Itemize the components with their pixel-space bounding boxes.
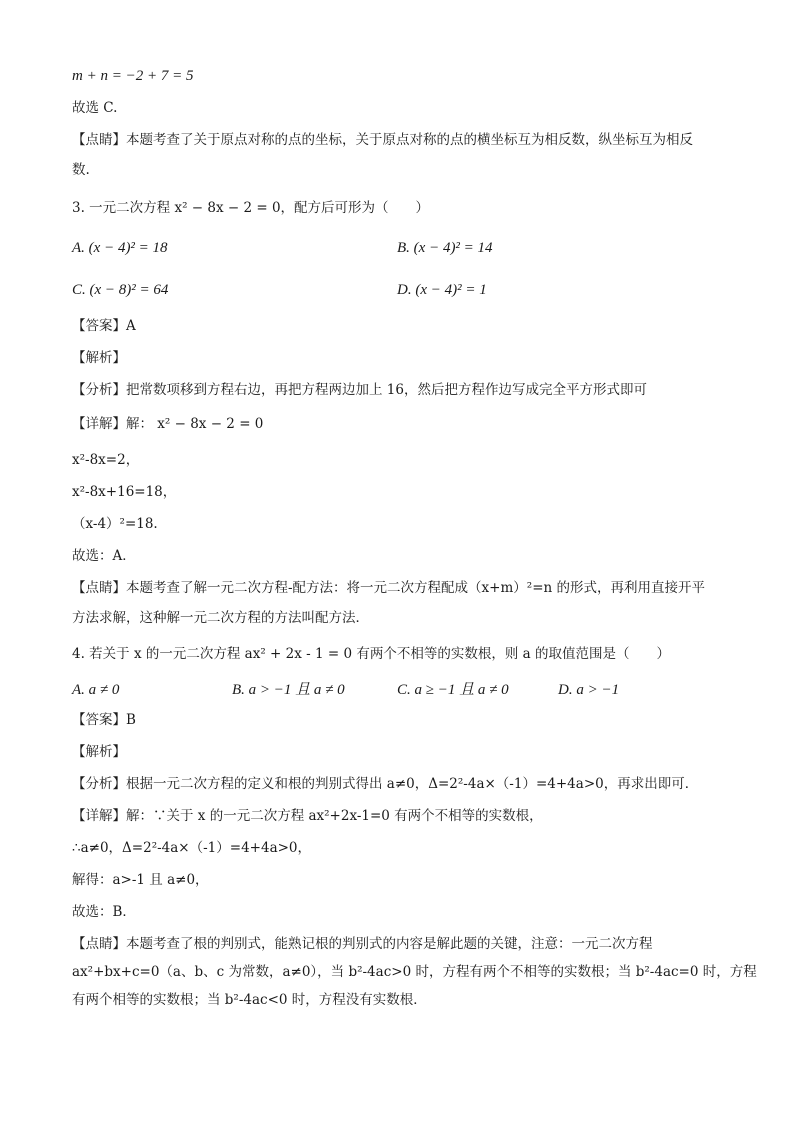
q3-comment: 【点睛】本题考查了解一元二次方程-配方法：将一元二次方程配成（x+m）²=n 的形式，再利用直接开平: [72, 580, 705, 596]
q2-comment-cont: 数.: [72, 162, 90, 178]
q4-analysis-head: 【解析】: [72, 744, 126, 760]
q2-answer-choice: 故选 C.: [72, 100, 118, 116]
q3-option-b: B. (x − 4)² = 14: [397, 240, 493, 256]
q3-step-4: 故选：A．: [72, 548, 136, 564]
q3-comment-cont: 方法求解，这种解一元二次方程的方法叫配方法．: [72, 610, 369, 626]
q3-step-3: （x-4）²=18.: [72, 516, 158, 532]
q3-analysis-head: 【解析】: [72, 350, 126, 366]
q4-option-d: D. a > −1: [558, 682, 620, 698]
q3-stem: 3. 一元二次方程 x² − 8x − 2 = 0，配方后可形为（ ）: [72, 200, 430, 216]
q3-step-2: x²-8x+16=18，: [72, 484, 177, 500]
q4-comment-cont-1: ax²+bx+c=0（a、b、c 为常数，a≠0），当 b²-4ac>0 时，方程有两个不相等的实数根；当 b²-4ac=0 时，方程: [72, 964, 757, 980]
q3-detail: 【详解】解： x² − 8x − 2 = 0: [72, 416, 264, 432]
q4-step-1: ∴a≠0，Δ=2²-4a×（-1）=4+4a>0，: [72, 840, 312, 856]
q4-option-c: C. a ≥ −1 且 a ≠ 0: [397, 682, 509, 698]
q4-detail: 【详解】解：∵关于 x 的一元二次方程 ax²+2x-1=0 有两个不相等的实数根，: [72, 808, 543, 824]
q4-stem: 4. 若关于 x 的一元二次方程 ax² + 2x - 1 = 0 有两个不相等的实数根，则 a 的取值范围是（ ）: [72, 646, 670, 662]
q3-answer: 【答案】A: [72, 318, 136, 334]
q3-option-a: A. (x − 4)² = 18: [72, 240, 168, 256]
q2-comment: 【点睛】本题考查了关于原点对称的点的坐标，关于原点对称的点的横坐标互为相反数，纵坐标互为相反: [72, 132, 693, 148]
q3-step-1: x²-8x=2，: [72, 452, 140, 468]
q4-answer: 【答案】B: [72, 712, 136, 728]
q3-analysis: 【分析】把常数项移到方程右边，再把方程两边加上 16，然后把方程作边写成完全平方形式即可: [72, 382, 647, 398]
q4-step-3: 故选：B．: [72, 904, 136, 920]
q4-option-a: A. a ≠ 0: [72, 682, 120, 698]
q4-option-b: B. a > −1 且 a ≠ 0: [232, 682, 345, 698]
q2-equation: m + n = −2 + 7 = 5: [72, 68, 194, 84]
q4-comment: 【点睛】本题考查了根的判别式，能熟记根的判别式的内容是解此题的关键，注意：一元二次方程: [72, 936, 653, 952]
q3-option-c: C. (x − 8)² = 64: [72, 282, 169, 298]
q4-step-2: 解得：a>-1 且 a≠0，: [72, 872, 209, 888]
q3-option-d: D. (x − 4)² = 1: [397, 282, 487, 298]
q4-analysis: 【分析】根据一元二次方程的定义和根的判别式得出 a≠0，Δ=2²-4a×（-1）=4+4a>0，再求出即可．: [72, 776, 699, 792]
q4-comment-cont-2: 有两个相等的实数根；当 b²-4ac<0 时，方程没有实数根．: [72, 992, 427, 1008]
